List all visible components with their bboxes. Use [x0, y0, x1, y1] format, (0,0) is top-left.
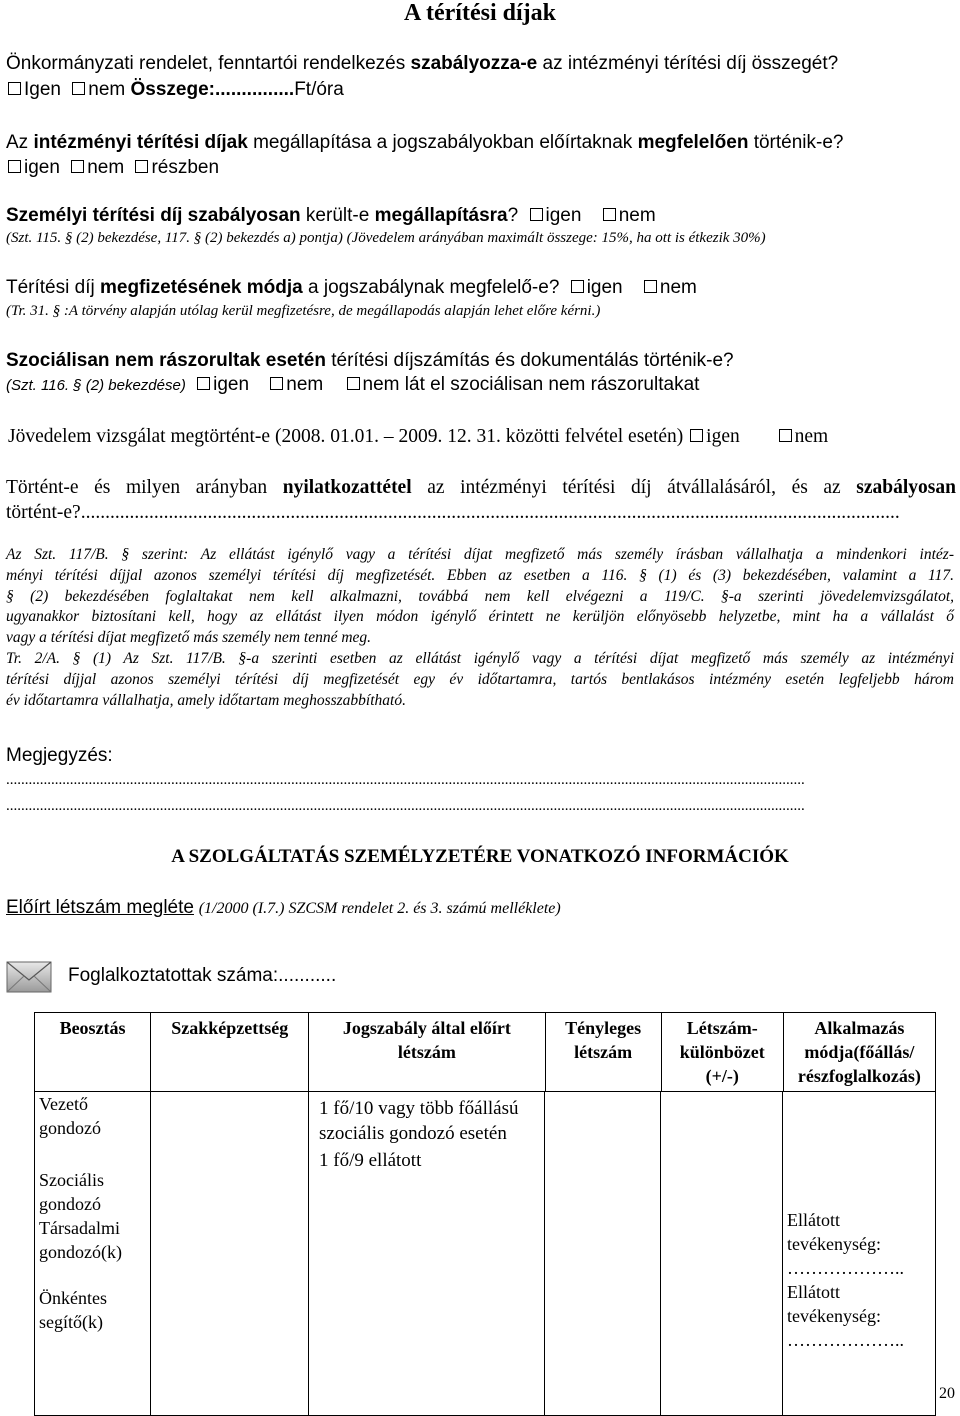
checkbox-icon[interactable]: [8, 82, 21, 95]
checkbox-icon[interactable]: [603, 208, 616, 221]
reference-note: (Tr. 31. § :A törvény alapján utólag kerül megfizetésre, de megállapodás alapján lehet előre kérni.): [6, 303, 601, 319]
column-header: Létszám-különbözet (+/-): [661, 1013, 783, 1092]
question-non-needy: Szociálisan nem rászorultak esetén térítési díjszámítás és dokumentálás történik-e?: [6, 350, 734, 371]
question-fee-calculation-options: igen nem részben: [8, 156, 219, 180]
checkbox-icon[interactable]: [8, 160, 21, 173]
checkbox-icon[interactable]: [530, 208, 543, 221]
page-number: 20: [939, 1385, 955, 1402]
notes-label: Megjegyzés:: [6, 745, 113, 766]
table-cell-szakkepzettseg[interactable]: [151, 1092, 309, 1415]
amount-label: Összege:: [130, 79, 215, 100]
section-heading: A SZOLGÁLTATÁS SZEMÉLYZETÉRE VONATKOZÓ INFORMÁCIÓK: [171, 846, 789, 867]
question-personal-fee: Személyi térítési díj szabályosan került-e megállapításra? igen nem: [6, 205, 656, 226]
reference-note: (Szt. 115. § (2) bekezdése, 117. § (2) bekezdés a) pontja) (Jövedelem arányában maximált összege: 15%, ha ott is étkezik 30%): [6, 230, 766, 246]
reference-note: (Szt. 116. § (2) bekezdése): [6, 377, 186, 394]
checkbox-icon[interactable]: [72, 82, 85, 95]
checkbox-icon[interactable]: [71, 160, 84, 173]
table-row: [35, 1092, 936, 1416]
question-fee-regulation-options: Igen nem Összege:...............Ft/óra: [8, 78, 344, 102]
question-fee-calculation: Az intézményi térítési díjak megállapítása a jogszabályokban előírtaknak megfelelően történik-e?: [6, 132, 844, 153]
checkbox-icon[interactable]: [347, 377, 360, 390]
column-header: Jogszabály által előírt létszám: [309, 1013, 545, 1092]
table-cell-jogszabaly: 1 fő/9 ellátott: [319, 1150, 422, 1171]
option-yes: Igen: [24, 79, 61, 100]
table-cell-beosztas: Vezető gondozó: [39, 1094, 101, 1138]
checkbox-icon[interactable]: [197, 377, 210, 390]
checkbox-icon[interactable]: [644, 280, 657, 293]
legal-paragraph: [6, 545, 954, 711]
option-no: nem: [88, 79, 126, 100]
table-cell-kulonbozet[interactable]: [661, 1092, 783, 1415]
page-title: A térítési díjak: [404, 0, 556, 26]
envelope-icon: [6, 960, 52, 994]
column-header: Beosztás: [35, 1013, 151, 1092]
question-payment-method: Térítési díj megfizetésének módja a jogszabálynak megfelelő-e? igen nem: [6, 277, 697, 298]
checkbox-icon[interactable]: [779, 429, 792, 442]
column-header: Tényleges létszám: [545, 1013, 661, 1092]
question-fee-assumption: Történt-e és milyen arányban nyilatkozattétel az intézményi térítési díj átvállalásáról, és az szabályosan: [6, 477, 956, 498]
table-cell-tenyleges[interactable]: [545, 1092, 661, 1415]
answer-dots: ........................................................................................................................................................................: [80, 502, 900, 523]
paragraph-line: vagy a térítési díjat megfizető más személy nem tenné meg.: [6, 629, 372, 647]
paragraph-line: év időtartamra vállalhatja, amely időtartam meghosszabbítható.: [6, 691, 406, 709]
question-fee-regulation: Önkormányzati rendelet, fenntartói rendelkezés szabályozza-e az intézményi térítési díj összegét?: [6, 53, 839, 74]
table-cell-beosztas: Szociális gondozó: [39, 1170, 104, 1214]
table-cell-jogszabaly: 1 fő/10 vagy több főállású szociális gondozó esetén: [319, 1098, 519, 1144]
paragraph-line: Az Szt. 117/B. § szerint: Az ellátást igénylő vagy a térítési díjat megfizető más személy írásban vállalhatja a mindenkori intéz-: [6, 546, 954, 563]
amount-unit: Ft/óra: [294, 79, 344, 100]
notes-line[interactable]: .....................................................................................................................................................................................................................: [6, 772, 805, 788]
table-cell-alkalmazas[interactable]: Ellátott tevékenység: ………………..: [787, 1210, 904, 1278]
table-cell-beosztas: Társadalmi gondozó(k): [39, 1218, 122, 1262]
staff-table: [34, 1012, 936, 1416]
paragraph-line: § (2) bekezdésében foglaltakat nem kell alkalmazni, továbbá nem kell elvégezni a 119/C. §-a szerinti jövedelemvizsgálatot,: [6, 587, 954, 605]
paragraph-line: ményi térítési díjjal azonos személyi térítési díj megfizetését. Ebben az esetben a 116. § (1) és (3) bekezdésében, valamint a 117.: [6, 566, 954, 584]
checkbox-icon[interactable]: [571, 280, 584, 293]
staffing-reference: (1/2000 (I.7.) SZCSM rendelet 2. és 3. számú melléklete): [198, 900, 561, 917]
table-header-row: [35, 1013, 936, 1092]
question-non-needy-options: (Szt. 116. § (2) bekezdése) igen nem nem lát el szociálisan nem rászorultakat: [6, 374, 700, 395]
table-cell-beosztas: Önkéntes segítő(k): [39, 1288, 107, 1332]
checkbox-icon[interactable]: [690, 429, 703, 442]
column-header: Szakképzettség: [151, 1013, 309, 1092]
paragraph-line: térítési díjjal azonos személyi térítési díj megfizetését egy év időtartamra, tartós bentlakásos intézmény esetén legfeljebb három: [6, 670, 954, 688]
table-cell-alkalmazas[interactable]: Ellátott tevékenység: ………………..: [787, 1282, 904, 1350]
employees-count: Foglalkoztatottak száma:...........: [68, 965, 337, 986]
staffing-label: Előírt létszám megléte: [6, 897, 194, 918]
question-fee-assumption-line2: történt-e?........................................................................................................................................................................: [6, 502, 900, 523]
question-income-check: Jövedelem vizsgálat megtörtént-e (2008. 01.01. – 2009. 12. 31. közötti felvétel esetén) igen nem: [8, 426, 829, 447]
checkbox-icon[interactable]: [270, 377, 283, 390]
notes-line[interactable]: .....................................................................................................................................................................................................................: [6, 798, 805, 814]
staffing-line: [6, 897, 561, 919]
paragraph-line: ugyanakkor biztosítani kell, hogy az ellátást ilyen módon igénylő érintett ne kerüljön előnyösebb helyzetbe, mint ha a vállalást ő: [6, 608, 954, 626]
paragraph-line: Tr. 2/A. § (1) Az Szt. 117/B. §-a szerinti esetben az ellátást igénylő vagy a térítési díjat megfizető más személy az intézményi: [6, 649, 954, 667]
checkbox-icon[interactable]: [135, 160, 148, 173]
column-header: Alkalmazás módja(főállás/ részfoglalkozás): [783, 1013, 935, 1092]
